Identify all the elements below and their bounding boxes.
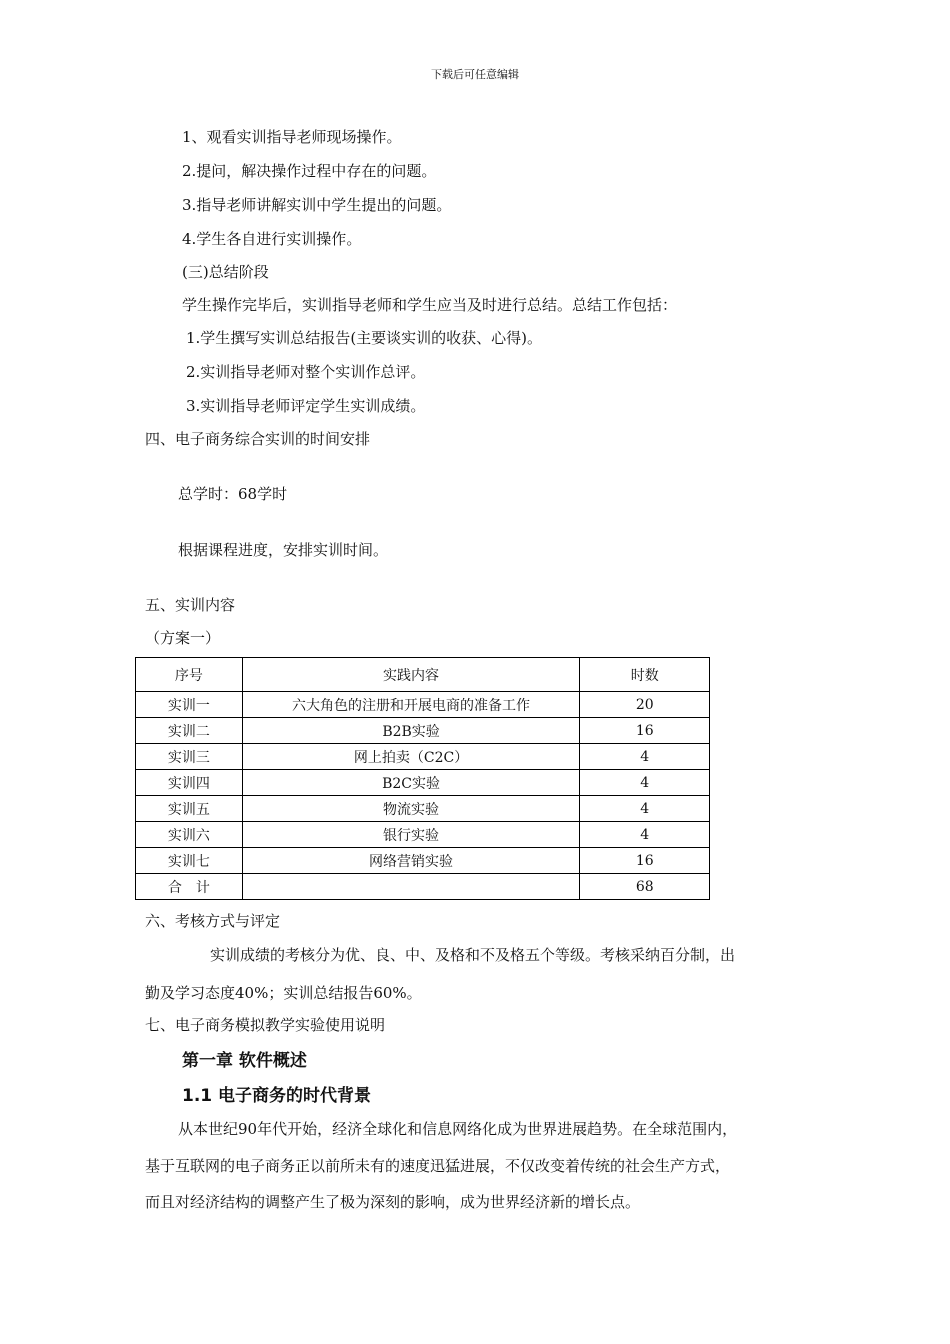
summary-item-2: 2.实训指导老师对整个实训作总评。	[186, 363, 426, 381]
table-cell: 实训七	[136, 848, 243, 874]
table-cell: 网络营销实验	[242, 848, 580, 874]
table-row	[136, 770, 710, 796]
section6-title: 六、考核方式与评定	[145, 912, 281, 930]
table-cell: 物流实验	[242, 796, 580, 822]
table-row	[136, 718, 710, 744]
table-cell: B2B实验	[242, 718, 580, 744]
step-4: 4.学生各自进行实训操作。	[182, 230, 362, 248]
table-row	[136, 848, 710, 874]
table-cell: 4	[580, 770, 710, 796]
table-row	[136, 822, 710, 848]
section6-text-line1: 实训成绩的考核分为优、良、中、及格和不及格五个等级。考核采纳百分制，出	[210, 946, 736, 964]
table-cell: 六大角色的注册和开展电商的准备工作	[242, 692, 580, 718]
table-cell: 4	[580, 822, 710, 848]
section5-title: 五、实训内容	[145, 596, 236, 614]
table-cell: 实训一	[136, 692, 243, 718]
step-1: 1、观看实训指导老师现场操作。	[182, 128, 402, 146]
section7-title: 七、电子商务模拟教学实验使用说明	[145, 1016, 386, 1034]
summary-item-1: 1.学生撰写实训总结报告(主要谈实训的收获、心得)。	[186, 329, 543, 347]
paragraph-line3: 而且对经济结构的调整产生了极为深刻的影响，成为世界经济新的增长点。	[145, 1193, 641, 1211]
table-row	[136, 744, 710, 770]
step-2: 2.提问，解决操作过程中存在的问题。	[182, 162, 437, 180]
section4-title: 四、电子商务综合实训的时间安排	[145, 430, 371, 448]
table-cell: 银行实验	[242, 822, 580, 848]
table-cell: 合 计	[136, 874, 243, 900]
table-cell: 实训六	[136, 822, 243, 848]
table-row	[136, 796, 710, 822]
table-header-cell: 实践内容	[242, 658, 580, 692]
section4-note: 根据课程进度，安排实训时间。	[178, 541, 389, 559]
table-cell: 20	[580, 692, 710, 718]
table-cell: 实训四	[136, 770, 243, 796]
page-header-note: 下载后可任意编辑	[431, 68, 519, 81]
chapter-heading: 第一章 软件概述	[182, 1051, 307, 1071]
summary-stage-intro: 学生操作完毕后，实训指导老师和学生应当及时进行总结。总结工作包括：	[182, 296, 678, 314]
table-cell: 16	[580, 718, 710, 744]
table-cell: 16	[580, 848, 710, 874]
table-row	[136, 692, 710, 718]
table-header-cell: 序号	[136, 658, 243, 692]
section4-hours: 总学时：68学时	[178, 485, 288, 503]
table-cell: B2C实验	[242, 770, 580, 796]
section5-plan: （方案一）	[145, 629, 221, 647]
table-header-cell: 时数	[580, 658, 710, 692]
table-cell	[242, 874, 580, 900]
table-cell: 4	[580, 744, 710, 770]
table-cell: 实训二	[136, 718, 243, 744]
table-cell: 网上拍卖（C2C）	[242, 744, 580, 770]
paragraph-line1: 从本世纪90年代开始，经济全球化和信息网络化成为世界进展趋势。在全球范围内，	[178, 1120, 738, 1138]
table-cell: 4	[580, 796, 710, 822]
table-cell: 实训三	[136, 744, 243, 770]
table-header-row	[136, 658, 710, 692]
subsection-heading: 1.1 电子商务的时代背景	[182, 1086, 372, 1106]
table-cell: 实训五	[136, 796, 243, 822]
summary-stage-title: (三)总结阶段	[182, 263, 269, 281]
section6-text-line2: 勤及学习态度40%；实训总结报告60%。	[145, 984, 422, 1002]
training-content-table	[135, 657, 710, 900]
table-cell: 68	[580, 874, 710, 900]
step-3: 3.指导老师讲解实训中学生提出的问题。	[182, 196, 452, 214]
paragraph-line2: 基于互联网的电子商务正以前所未有的速度迅猛进展，不仅改变着传统的社会生产方式，	[145, 1157, 731, 1175]
summary-item-3: 3.实训指导老师评定学生实训成绩。	[186, 397, 426, 415]
table-total-row	[136, 874, 710, 900]
